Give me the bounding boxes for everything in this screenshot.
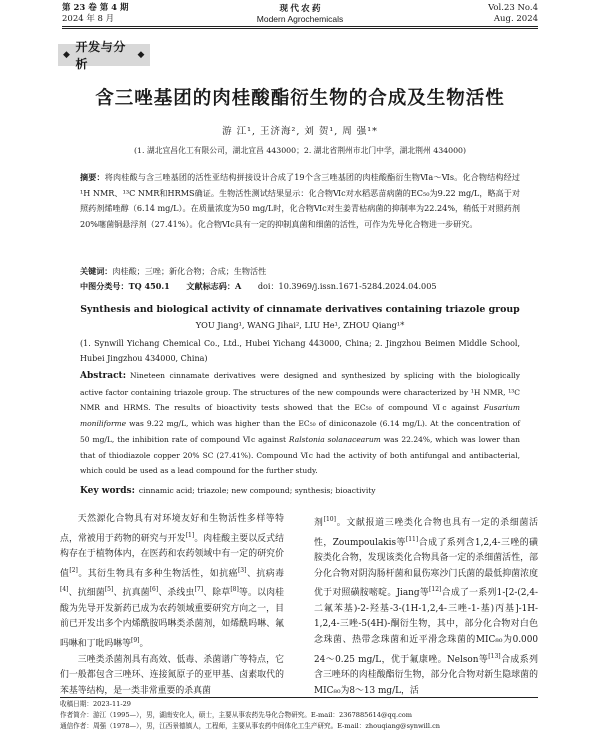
cn-keywords [80,265,520,278]
diamond-icon: ◆ [137,50,145,60]
cn-classification [80,280,520,293]
body-paragraph [60,512,284,653]
en-abstract-part2: was 9.22 mg/L, which was higher than the EC₅₀ of diniconazole (6.14 mg/L). At the concentration of 50 mg/L, the inhibition rate of compound Ⅵc against [80,419,520,444]
header-date-en: Aug. 2024 [493,14,539,24]
running-header [62,3,538,29]
citation: [7] [194,586,204,594]
citation: [6] [149,586,159,594]
en-abstract-part3: was 22.24%, which was lower than that of thiodiazole copper 20% SC (27.41%). Compound Ⅵc had the activity of both antifungal and antibacterial, which could be used as a lead compound for the further study. [80,434,520,476]
body-paragraph [60,653,284,700]
header-volume-issue: 第 23 卷 第 4 期 [62,3,129,13]
body-column-right [314,512,539,696]
body-text: 。文献报道三唑类化合物也具有一定的杀细菌活性，Zoumpoulakis等 [314,517,539,548]
doi: doi：10.3969/j.issn.1671-5284.2024.04.005 [257,281,437,291]
body-text: 、抗细菌 [68,588,105,599]
cn-abstract-label: 摘要： [80,172,105,182]
doc-code: 文献标志码：A [186,281,242,291]
cn-authors: 游 江¹, 王济海², 刘 贺¹, 周 强¹* [222,126,378,137]
body-text: 、杀线虫 [158,588,195,599]
clc-number: 中图分类号：TQ 450.1 [80,281,170,291]
body-text: 合成了系列含1,2,4-三唑的磺胺类化合物，发现该类化合物具备一定的杀细菌活性，部分化合物对阴沟肠杆菌和鼠伤寒沙门氏菌的最低抑菌浓度优于对照磺胺嘧啶。Jiang等 [314,537,538,599]
citation: [11] [405,535,419,543]
en-abstract [80,368,520,479]
body-text: 三唑类杀菌剂具有高效、低毒、杀菌谱广等特点，它们一般都包含三唑环、连接氮原子的亚甲基、卤素取代的苯基等结构，是一类非常重要的杀真菌 [60,654,284,696]
citation: [1] [185,531,195,539]
en-title: Synthesis and biological activity of cinnamate derivatives containing triazole group [80,304,520,315]
citation: [10] [323,516,336,523]
cn-keywords-text: 肉桂酸；三唑；新化合物；合成；生物活性 [112,266,267,276]
citation: [4] [60,586,69,594]
en-abstract-label: Abstract: [80,371,127,381]
cn-affiliations: (1. 湖北宜昌化工有限公司，湖北宜昌 443000；2. 湖北省荆州市北门中学，湖北荆州 434000) [133,146,467,155]
en-authors: YOU Jiang¹, WANG Jihai², LIU He¹, ZHOU Qiang¹* [195,320,405,330]
citation: [2] [69,566,78,574]
body-text: 、抗病毒 [246,568,285,579]
footnote-rule [60,697,538,698]
body-text: 、抗真菌 [113,588,150,599]
en-keywords-label: Key words: [80,486,135,496]
body-text: 等。以肉桂酸为先导开发新药已成为农药领域重要研究方向之一，目前已开发出多个内烯酰胺吗啉类杀菌剂，如烯酰吗啉、氟吗啉和丁吡吗啉等 [60,588,285,650]
header-journal-cn: 现 代 农 药 [279,3,321,13]
header-vol-no: Vol.23 No.4 [488,3,539,13]
citation: [8] [230,586,239,594]
cn-keywords-label: 关键词： [80,266,113,276]
body-text: 天然源化合物具有对环境友好和生物活性多样等特点，常被用于药物的研究与开发 [60,514,284,544]
en-affiliations: (1. Synwill Yichang Chemical Co., Ltd., Hubei Yichang 443000, China; 2. Jingzhou Beimen Middle School, Hubei Jingzhou 434000, China) [80,339,520,363]
cn-abstract [80,170,520,232]
body-text: 。 [139,639,149,650]
body-text: 。肉桂酸主要以反式结构存在于植物体内，在医药和农药领域中有一定的研究价值 [60,533,285,579]
section-banner [58,40,150,71]
species-name: Fusarium moniliforme [80,403,520,429]
body-text: 合成了一系列1-[2-(2,4-二氟苯基)-2-羟基-3-(1H-1,2,4-三唑-1-基)丙基]-1H-1,2,4-三唑-5(4H)-酮衍生物，其中，部分化合物对白色念珠菌、热带念珠菌和近平滑念珠菌的MIC₈₀为0.000 24～0.25 mg/L，优于氟康唑。Nelson等 [314,588,538,665]
en-keywords [80,484,520,498]
header-volume-en [379,3,538,26]
citation: [13] [488,652,501,660]
section-label: 开发与分析 [75,40,126,71]
citation: [5] [104,586,114,594]
en-abstract-part1: Nineteen cinnamate derivatives were designed and synthesized by splicing with the biologically active factor containing triazole group. The structures of the new compounds were characterized by ¹H NMR, ¹³C NMR and HRMS. The results of bioactivity tests showed that the EC₅₀ of compound Ⅵc against [80,371,520,413]
body-paragraph [314,512,538,699]
cn-abstract-text: 将肉桂酸与含三唑基团的活性亚结构拼接设计合成了19个含三唑基团的肉桂酸酯衍生物Ⅵa～Ⅵs。化合物结构经过¹H NMR、¹³C NMR和HRMS确证。生物活性测试结果显示：化合物Ⅵc对水稻恶苗病菌的EC₅₀为9.22 mg/L，略高于对照药剂烯唑醇（6.14 mg/L）。在质量浓度为50 mg/L时，化合物Ⅵc对生姜青枯病菌的抑制率为22.24%，稍低于对照药剂20%噻菌铜悬浮剂（27.41%）。化合物Ⅵc具有一定的抑制真菌和细菌的活性，可作为先导化合物进一步研究。 [80,172,520,229]
body-text: 。其衍生物具有多种生物活性，如抗癌 [77,568,238,579]
cn-title: 含三唑基团的肉桂酸酯衍生物的合成及生物活性 [95,88,505,109]
header-journal [221,3,380,26]
citation: [3] [237,566,247,574]
footnotes [60,699,540,731]
body-column-left [60,512,285,696]
footnote-corresponding: 通信作者：周强（1978—），男，江西景德镇人，工程师，主要从事农药中间体化工生产研究。E-mail：zhouqiang@synwill.cn [60,721,441,730]
citation: [9] [131,637,140,645]
footnote-received: 收稿日期：2023-11-29 [60,700,131,708]
diamond-icon: ◆ [63,50,71,60]
body-text: 、除草 [203,588,231,599]
header-date: 2024 年 8 月 [62,14,115,24]
species-name: Ralstonia solanacearum [288,434,381,444]
body-text: 剂 [314,517,324,528]
footnote-author: 作者简介：游江（1995—），男，湖南安化人，硕士，主要从事农药先导化合物研究。E-mail：2367885614@qq.com [60,710,413,719]
body-text: 合成系列含三唑环的肉桂酸酯衍生物，部分化合物对新生隐球菌的MIC₈₀为8～13 mg/L，活 [314,654,538,696]
citation: [12] [429,586,442,594]
header-volume [62,3,221,26]
en-keywords-text: cinnamic acid; triazole; new compound; synthesis; bioactivity [138,486,376,495]
header-journal-en: Modern Agrochemicals [256,14,344,24]
